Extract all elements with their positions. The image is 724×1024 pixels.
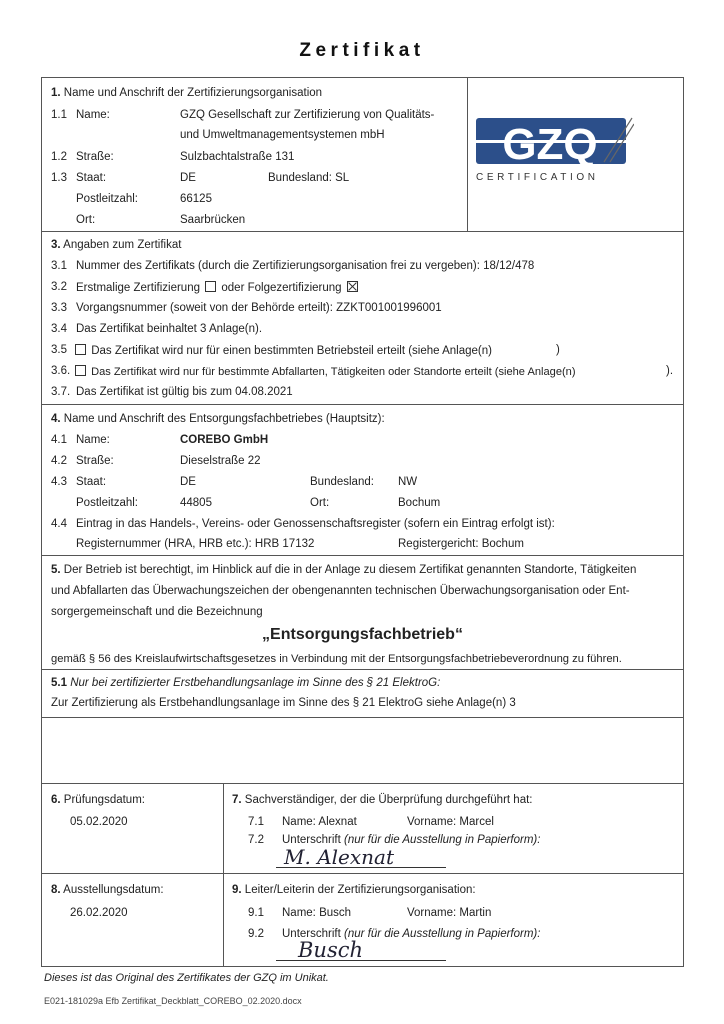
expert-signature-text: M. Alexnat [284, 845, 394, 869]
expert-first-name: Vorname: Marcel [407, 816, 494, 828]
item-number: 1.3 [51, 172, 67, 184]
logo-subtitle: CERTIFICATION [476, 172, 599, 183]
divider [223, 783, 224, 967]
process-number-row: Vorgangsnummer (soweit von der Behörde erteilt): ZZKT001001996001 [76, 302, 442, 314]
divider [467, 78, 468, 231]
parenthesis: ) [556, 344, 560, 356]
org-city: Saarbrücken [180, 214, 246, 226]
section-7-heading: 7. Sachverständiger, der die Überprüfung durchgeführt hat: [232, 794, 533, 806]
field-label: Straße: [76, 151, 114, 163]
checkbox-business-part [75, 344, 86, 355]
field-label: Name: [76, 109, 110, 121]
designation-title: „Entsorgungsfachbetrieb“ [262, 626, 463, 643]
divider [42, 404, 683, 405]
field-label: Bundesland: [310, 476, 374, 488]
issue-date: 26.02.2020 [70, 907, 128, 919]
org-postal-code: 66125 [180, 193, 212, 205]
divider [42, 783, 683, 784]
item-number: 4.4 [51, 518, 67, 530]
company-postal-code: 44805 [180, 497, 212, 509]
section-4-heading: 4. Name und Anschrift des Entsorgungsfachbetriebes (Hauptsitz): [51, 413, 385, 425]
register-entry-row: Eintrag in das Handels-, Vereins- oder Genossenschaftsregister (sofern ein Eintrag erfolgt ist): [76, 518, 555, 530]
divider [42, 717, 683, 718]
company-street: Dieselstraße 22 [180, 455, 261, 467]
file-name: E021-181029a Efb Zertifikat_Deckblatt_COREBO_02.2020.docx [44, 996, 302, 1006]
item-number: 3.5 [51, 344, 67, 356]
section-5-line1: 5. Der Betrieb ist berechtigt, im Hinblick auf die in der Anlage zu diesem Zertifikat genannten Standorte, Tätigkeiten [51, 564, 637, 576]
divider [42, 669, 683, 670]
checkbox-follow-certification [347, 281, 358, 292]
field-label: Ort: [76, 214, 96, 226]
item-number: 3.1 [51, 260, 67, 272]
section-5-line2: und Abfallarten das Überwachungszeichen der obengenannten technischen Überwachungsorganisation oder Ent- [51, 585, 630, 597]
leader-signature-label: Unterschrift (nur für die Ausstellung in Papierform): [282, 928, 541, 940]
logo-letters: GZQ [502, 120, 598, 169]
item-number: 3.4 [51, 323, 67, 335]
field-label: Staat: [76, 172, 107, 184]
expert-last-name: Name: Alexnat [282, 816, 357, 828]
section-3-heading: 3. Angaben zum Zertifikat [51, 239, 182, 251]
leader-last-name: Name: Busch [282, 907, 352, 919]
item-number: 3.2 [51, 281, 67, 293]
company-city: Bochum [398, 497, 441, 509]
gzq-logo [474, 114, 634, 186]
checkbox-first-certification [205, 281, 216, 292]
inspection-date: 05.02.2020 [70, 816, 128, 828]
item-number: 4.2 [51, 455, 67, 467]
org-bundesland: Bundesland: SL [268, 172, 350, 184]
register-court: Registergericht: Bochum [398, 538, 524, 550]
company-name: COREBO GmbH [180, 434, 269, 446]
attachments-row: Das Zertifikat beinhaltet 3 Anlage(n). [76, 323, 263, 335]
item-number: 1.1 [51, 109, 67, 121]
item-number: 4.3 [51, 476, 67, 488]
section-5-line3: sorgergemeinschaft und die Bezeichnung [51, 606, 263, 618]
item-number: 9.2 [248, 928, 264, 940]
section-6-heading: 6. Prüfungsdatum: [51, 794, 145, 806]
parenthesis: ). [666, 365, 674, 377]
org-state: DE [180, 172, 196, 184]
section-5-line4: gemäß § 56 des Kreislaufwirtschaftsgesetzes in Verbindung mit der Entsorgungsfachbetriebeverordnung zu führen. [51, 653, 622, 665]
org-name-line2: und Umweltmanagementsystemen mbH [180, 129, 385, 141]
item-number: 4.1 [51, 434, 67, 446]
certificate-number-row: Nummer des Zertifikats (durch die Zertifizierungsorganisation frei zu vergeben): 18/12/478 [76, 260, 535, 272]
divider [42, 231, 683, 232]
field-label: Postleitzahl: [76, 497, 139, 509]
item-number: 7.2 [248, 834, 264, 846]
checkbox-waste-types [75, 365, 86, 376]
business-part-row: Das Zertifikat wird nur für einen bestimmten Betriebsteil erteilt (siehe Anlage(n) [73, 344, 492, 357]
certification-type-row: Erstmalige Zertifizierung oder Folgezertifizierung [76, 281, 360, 294]
validity-row: Das Zertifikat ist gültig bis zum 04.08.2021 [76, 386, 293, 398]
field-label: Name: [76, 434, 110, 446]
section-8-heading: 8. Ausstellungsdatum: [51, 884, 164, 896]
field-label: Ort: [310, 497, 330, 509]
company-bundesland: NW [398, 476, 418, 488]
signature-line [276, 960, 446, 961]
leader-first-name: Vorname: Martin [407, 907, 492, 919]
company-state: DE [180, 476, 196, 488]
original-note: Dieses ist das Original des Zertifikates der GZQ im Unikat. [44, 972, 329, 984]
item-number: 7.1 [248, 816, 264, 828]
field-label: Straße: [76, 455, 114, 467]
document-title: Zertifikat [299, 40, 425, 61]
divider [42, 555, 683, 556]
item-number: 3.7. [51, 386, 71, 398]
section-5-1-text: Zur Zertifizierung als Erstbehandlungsanlage im Sinne des § 21 ElektroG siehe Anlage(n) 3 [51, 697, 516, 709]
leader-signature [290, 930, 440, 964]
org-street: Sulzbachtalstraße 131 [180, 151, 295, 163]
item-number: 3.6. [51, 365, 71, 377]
section-9-heading: 9. Leiter/Leiterin der Zertifizierungsorganisation: [232, 884, 476, 896]
expert-signature [276, 838, 456, 870]
leader-signature-text: Busch [298, 938, 364, 962]
item-number: 9.1 [248, 907, 264, 919]
waste-types-row: Das Zertifikat wird nur für bestimmte Abfallarten, Tätigkeiten oder Standorte erteilt (siehe Anlage(n) [73, 365, 576, 378]
expert-signature-label: Unterschrift (nur für die Ausstellung in Papierform): [282, 834, 541, 846]
org-name-line1: GZQ Gesellschaft zur Zertifizierung von Qualitäts- [180, 109, 435, 121]
field-label: Staat: [76, 476, 107, 488]
section-5-1-heading: 5.1 Nur bei zertifizierter Erstbehandlungsanlage im Sinne des § 21 ElektroG: [51, 677, 441, 689]
signature-line [276, 867, 446, 868]
certificate-form [41, 77, 684, 967]
item-number: 1.2 [51, 151, 67, 163]
field-label: Postleitzahl: [76, 193, 139, 205]
divider [42, 873, 683, 874]
section-1-heading: 1. Name und Anschrift der Zertifizierungsorganisation [51, 87, 323, 99]
register-number: Registernummer (HRA, HRB etc.): HRB 17132 [76, 538, 315, 550]
item-number: 3.3 [51, 302, 67, 314]
